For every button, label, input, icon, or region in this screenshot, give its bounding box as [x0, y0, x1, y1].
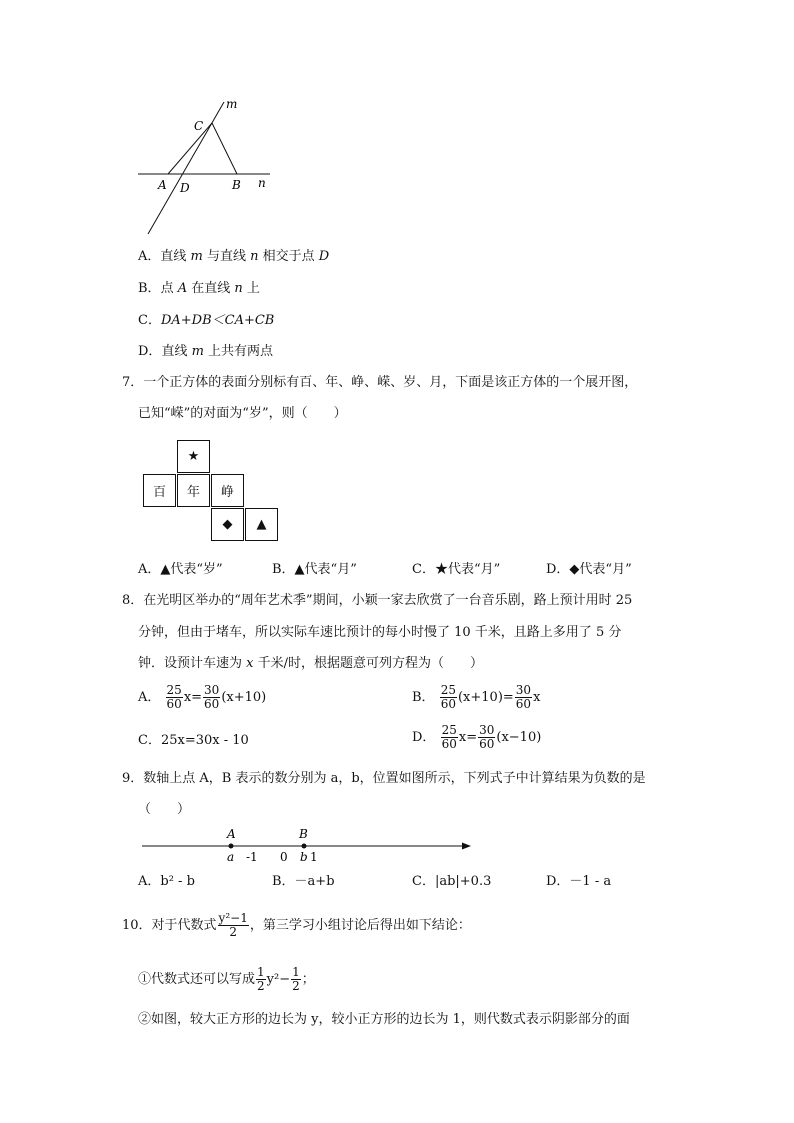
option-label: C． [138, 313, 161, 328]
option-text: DA+DB＜CA+CB [160, 313, 275, 328]
text: 钟．设预计车速为 [138, 656, 247, 671]
label-b: B [232, 178, 241, 192]
denominator: 60 [440, 697, 456, 711]
option-label: A． [138, 690, 161, 705]
q9-option-d: D．－1 - a [546, 874, 612, 889]
q8-stem-line2: 分钟，但由于堵车，所以实际车速比预计的每小时慢了 10 千米，且路上多用了 5 分 [138, 625, 622, 640]
fraction [441, 724, 458, 751]
fraction [291, 966, 301, 993]
fraction [203, 684, 220, 711]
q8-option-d [412, 724, 541, 751]
label-n: n [258, 176, 266, 190]
var: m [190, 249, 203, 264]
number-line [138, 824, 478, 866]
q9-option-a: A．b² - b [138, 874, 195, 889]
denominator: 60 [441, 737, 457, 751]
text: 千米/时，根据题意可列方程为（ ） [253, 656, 483, 671]
tick-label-minus1: -1 [246, 850, 258, 864]
fraction [440, 684, 457, 711]
numerator: 30 [515, 683, 532, 697]
text: ①代数式还可以写成 [138, 972, 256, 987]
var: n [234, 281, 243, 296]
text: (x+10)= [457, 690, 514, 705]
q7-option-d: D．◆代表“月” [546, 562, 632, 577]
label-point-a: A [227, 827, 236, 841]
denominator: 60 [515, 697, 532, 711]
tick-label-b: b [300, 850, 308, 864]
label-m: m [226, 97, 238, 111]
numerator: 25 [166, 683, 182, 697]
text: 直线 [161, 344, 192, 359]
denominator: 2 [292, 979, 300, 993]
label-point-b: B [299, 827, 308, 841]
q10-conclusion-2: ②如图，较大正方形的边长为 y，较小正方形的边长为 1，则代数式表示阴影部分的面 [138, 1012, 630, 1027]
q9-stem-line2: （ ） [138, 802, 191, 817]
q7-stem-line1: 7．一个正方体的表面分别标有百、年、峥、嵘、岁、月，下面是该正方体的一个展开图， [122, 375, 638, 390]
q6-option-b [138, 280, 260, 298]
numerator: 25 [440, 683, 456, 697]
denominator: 60 [479, 737, 495, 751]
q8-stem-line3 [138, 655, 483, 673]
denominator: 60 [204, 697, 220, 711]
text: x= [183, 690, 203, 705]
triangle-figure [130, 92, 290, 242]
net-cell-diamond: ◆ [211, 508, 244, 541]
fraction [478, 724, 495, 751]
tick-label-one: 1 [310, 850, 318, 864]
text: x= [458, 730, 478, 745]
var: A [177, 281, 188, 296]
q6-option-d [138, 343, 273, 361]
fraction [218, 912, 249, 939]
q8-option-a [138, 684, 266, 711]
option-label: C． [138, 733, 161, 748]
label-a: A [158, 178, 167, 192]
text: 相交于点 [258, 249, 319, 264]
fraction [256, 966, 266, 993]
segment-ca [168, 123, 212, 174]
numerator: y²−1 [218, 911, 248, 925]
q8-option-b [412, 684, 540, 711]
option-label: D． [138, 344, 162, 359]
option-label: B． [138, 281, 161, 296]
q8-stem-line1: 8．在光明区举办的“周年艺术季”期间，小颖一家去欣赏了一台音乐剧，路上预计用时 25 [122, 593, 633, 608]
text: x [533, 690, 541, 705]
net-cell-nian: 年 [177, 474, 210, 507]
numerator: 1 [257, 965, 265, 979]
q7-stem-line2: 已知“嵘”的对面为“岁”，则（ ） [138, 406, 347, 421]
text: 10．对于代数式 [122, 918, 217, 933]
var: D [318, 249, 330, 264]
numerator: 30 [204, 683, 220, 697]
tick-label-a: a [227, 850, 235, 864]
option-label: D． [412, 730, 436, 745]
q8-option-c [138, 732, 249, 750]
q6-option-a [138, 248, 329, 266]
numerator: 30 [479, 723, 495, 737]
net-cell-bai: 百 [143, 474, 176, 507]
var: x [246, 656, 254, 671]
segment-cb [212, 123, 237, 174]
tick-label-zero: 0 [280, 850, 288, 864]
q7-option-a: A．▲代表“岁” [138, 562, 223, 577]
option-label: A． [138, 249, 161, 264]
denominator: 60 [166, 697, 182, 711]
q10-stem [122, 912, 471, 939]
cube-net [143, 440, 283, 546]
axis-arrow [462, 843, 471, 850]
text: 上 [242, 281, 260, 296]
fraction [515, 684, 532, 711]
q7-option-b: B．▲代表“月” [272, 562, 357, 577]
numerator: 1 [292, 965, 300, 979]
net-cell-triangle: ▲ [245, 508, 278, 541]
text: 与直线 [202, 249, 251, 264]
text: 点 [160, 281, 178, 296]
point-a [229, 844, 234, 849]
text: (x+10) [221, 690, 267, 705]
text: 在直线 [187, 281, 235, 296]
text: 上共有两点 [203, 344, 274, 359]
denominator: 2 [229, 925, 237, 939]
point-b [302, 844, 307, 849]
denominator: 2 [257, 979, 265, 993]
label-d: D [180, 181, 190, 195]
q6-option-c [138, 312, 274, 330]
label-c: C [194, 119, 204, 133]
text: ； [301, 972, 315, 987]
net-cell-star: ★ [177, 440, 210, 473]
option-label: B． [412, 690, 435, 705]
q7-option-c: C．★代表“月” [412, 562, 501, 577]
net-cell-zheng: 峥 [211, 474, 244, 507]
var: n [250, 249, 259, 264]
var: m [191, 344, 204, 359]
text: y²− [266, 972, 291, 987]
line-m [148, 102, 224, 234]
fraction [166, 684, 183, 711]
text: 直线 [160, 249, 191, 264]
option-text: 25x=30x - 10 [160, 733, 249, 748]
q9-stem-line1: 9．数轴上点 A，B 表示的数分别为 a，b，位置如图所示，下列式子中计算结果为负数的是 [122, 771, 646, 786]
q9-option-b: B．－a+b [272, 874, 335, 889]
text: ，第三学习小组讨论后得出如下结论： [249, 918, 471, 933]
text: (x−10) [496, 730, 542, 745]
numerator: 25 [441, 723, 457, 737]
q9-option-c: C．|ab|+0.3 [412, 874, 492, 889]
q10-conclusion-1 [138, 966, 315, 993]
